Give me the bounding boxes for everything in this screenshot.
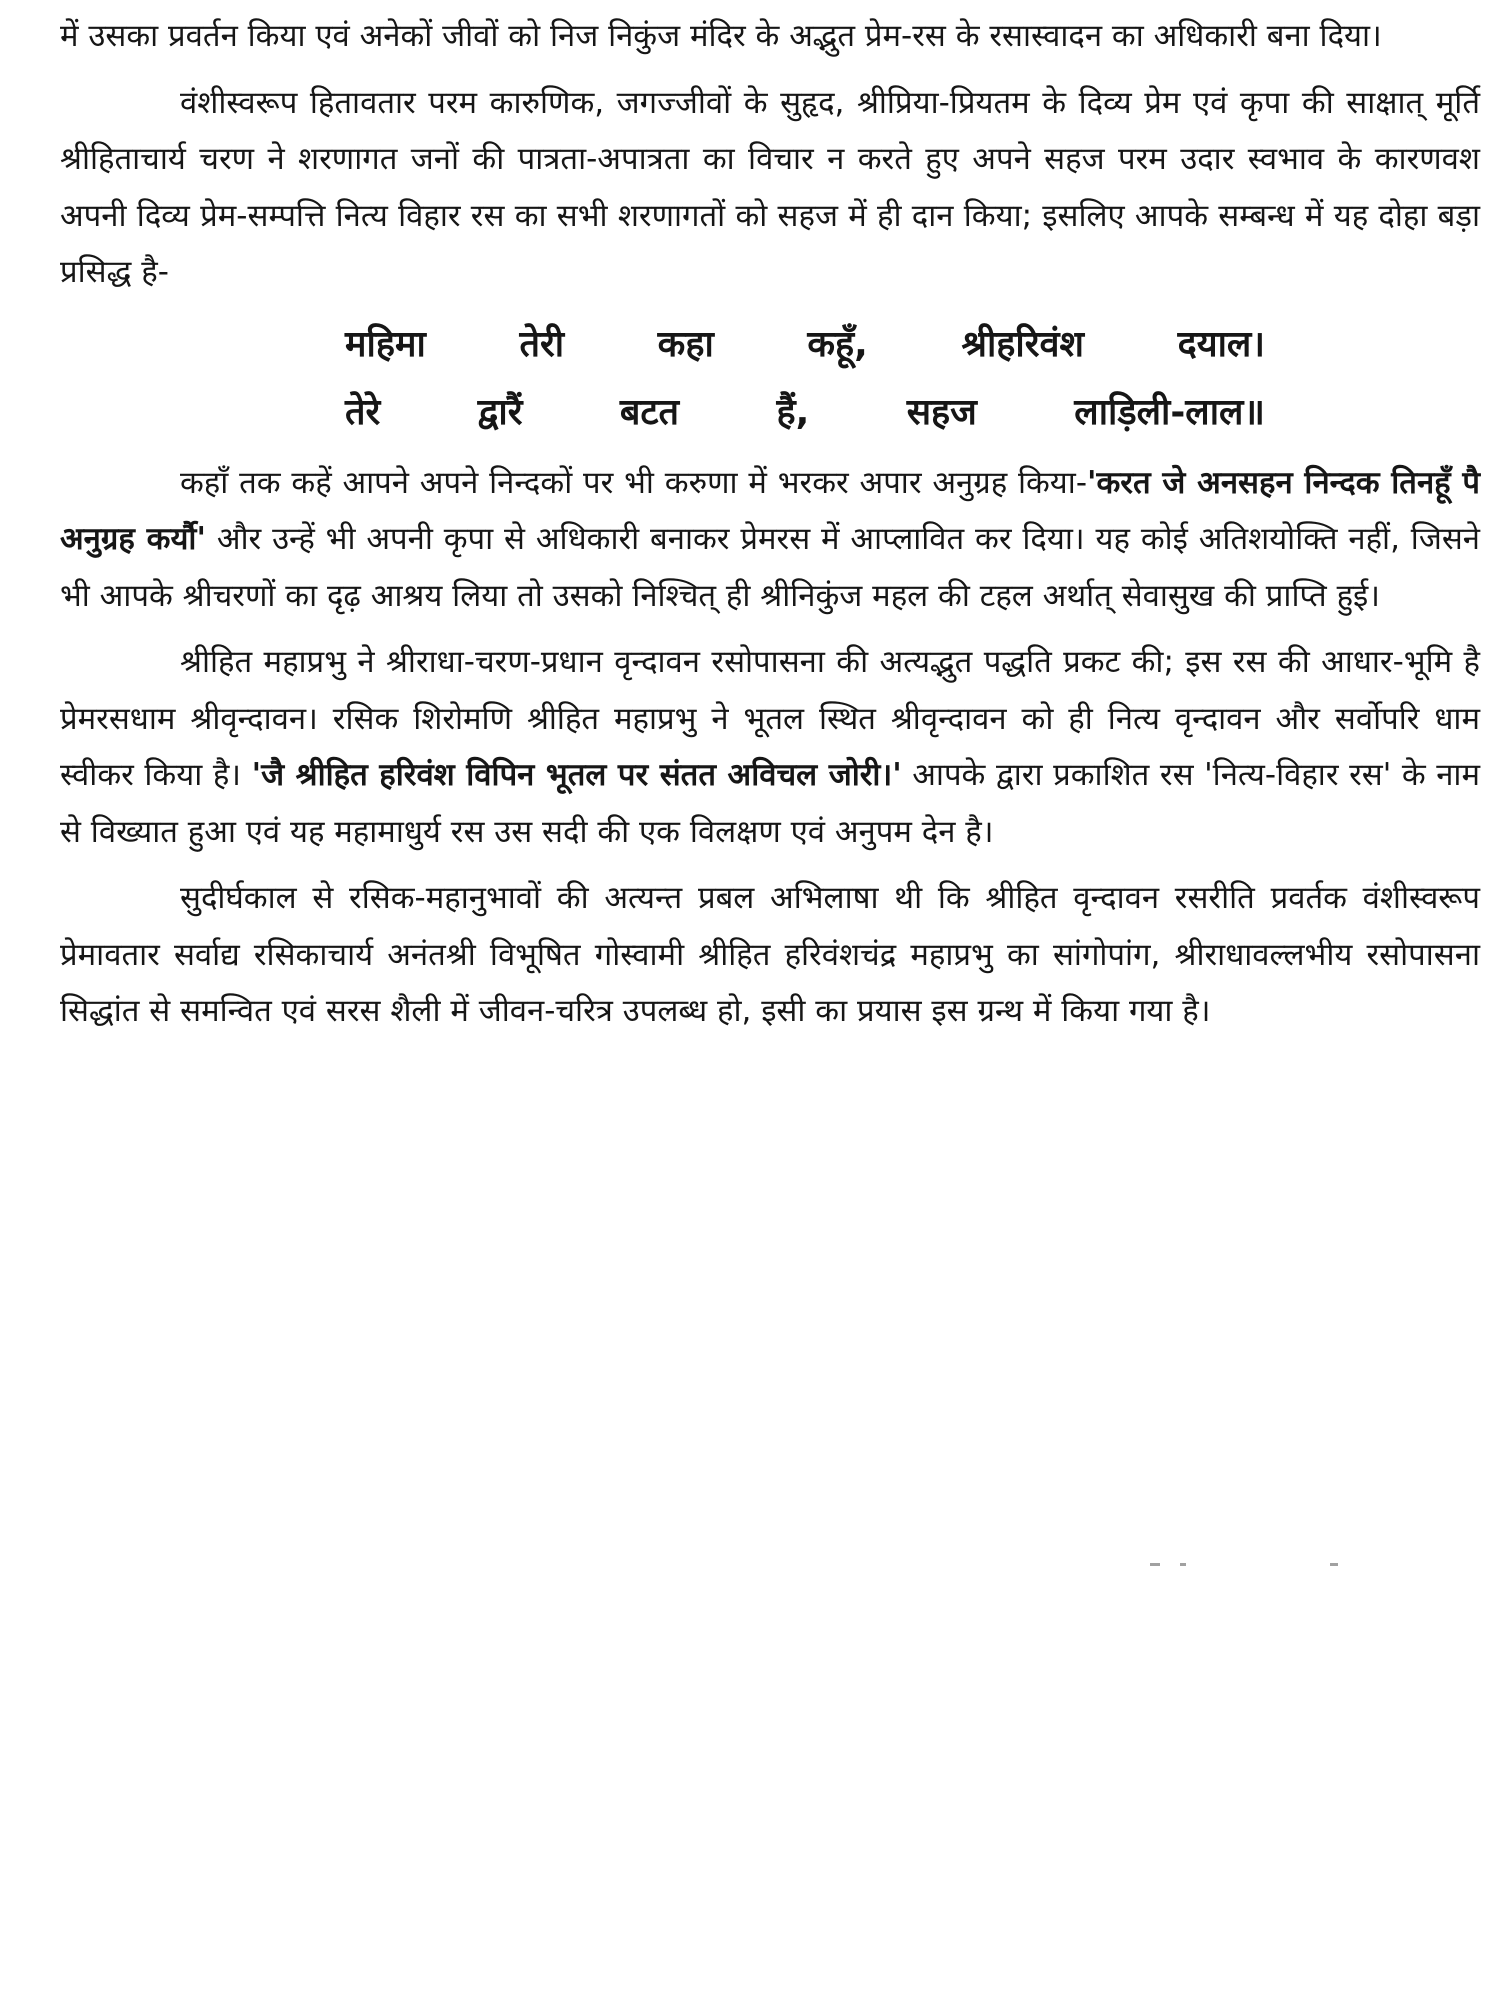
paragraph-continuation (60, 8, 1480, 65)
quoted-term: 'नित्य-विहार रस' (1204, 757, 1392, 793)
paragraph-text: आपके द्वारा प्रकाशित रस (901, 757, 1205, 793)
scan-mark (1330, 1563, 1338, 1566)
paragraph-hitacharya-grace (60, 75, 1480, 301)
paragraph-text: श्रीहित महाप्रभु ने श्रीराधा-चरण-प्रधान वृन्दावन रसोपासना की अत्यद्भुत पद्धति प्रकट की; इस रस की आधार-भूमि है प्रेमरसधाम श्रीवृन्दावन। रसिक शिरोमणि श्रीहित महाप्रभु ने भूतल स्थित श्रीवृन्दावन को ही नित्य वृन्दावन और सर्वोपरि धाम स्वीकर किया है। (60, 644, 1480, 793)
bold-quote: 'करत जे अनसहन निन्दक तिनहूँ पै अनुग्रह कर्यौ' (60, 464, 1480, 557)
doha-verse (60, 311, 1265, 447)
paragraph-text: सुदीर्घकाल से रसिक-महानुभावों की अत्यन्त प्रबल अभिलाषा थी कि श्रीहित वृन्दावन रसरीति प्रवर्तक वंशीस्वरूप प्रेमावतार सर्वाद्य रसिकाचार्य अनंतश्री विभूषित गोस्वामी श्रीहित हरिवंशचंद्र महाप्रभु का सांगोपांग, श्रीराधावल्लभीय रसोपासना सिद्धांत से समन्वित एवं सरस शैली में जीवन-चरित्र उपलब्ध हो, इसी का प्रयास इस ग्रन्थ में किया गया है। (60, 880, 1480, 1029)
verse-line-2: तेरे द्वारैं बटत हैं, सहज लाड़िली-लाल॥ (345, 391, 1265, 433)
paragraph-book-purpose (60, 870, 1480, 1040)
paragraph-text: वंशीस्वरूप हितावतार परम कारुणिक, जगज्जीवों के सुहृद, श्रीप्रिया-प्रियतम के दिव्य प्रेम एवं कृपा की साक्षात् मूर्ति श्रीहिताचार्य चरण ने शरणागत जनों की पात्रता-अपात्रता का विचार न करते हुए अपने सहज परम उदार स्वभाव के कारणवश अपनी दिव्य प्रेम-सम्पत्ति नित्य विहार रस का सभी शरणागतों को सहज में ही दान किया; इसलिए आपके सम्बन्ध में यह दोहा बड़ा प्रसिद्ध है- (60, 84, 1480, 290)
scan-mark (1180, 1563, 1186, 1566)
paragraph-text: कहाँ तक कहें आपने अपने निन्दकों पर भी करुणा में भरकर अपार अनुग्रह किया- (180, 464, 1087, 501)
bold-quote: 'जै श्रीहित हरिवंश विपिन भूतल पर संतत अविचल जोरी।' (251, 757, 902, 793)
paragraph-text: और उन्हें भी अपनी कृपा से अधिकारी बनाकर प्रेमरस में आप्लावित कर दिया। यह कोई अतिशयोक्ति नहीं, जिसने भी आपके श्रीचरणों का दृढ़ आश्रय लिया तो उसको निश्चित् ही श्रीनिकुंज महल की टहल अर्थात् सेवासुख की प्राप्ति हुई। (60, 521, 1480, 614)
paragraph-text: में उसका प्रवर्तन किया एवं अनेकों जीवों को निज निकुंज मंदिर के अद्भुत प्रेम-रस के रसास्वादन का अधिकारी बना दिया। (60, 18, 1382, 54)
scan-mark (1150, 1563, 1160, 1566)
paragraph-critics-grace (60, 455, 1480, 625)
verse-line-1: महिमा तेरी कहा कहूँ, श्रीहरिवंश दयाल। (345, 323, 1265, 365)
paragraph-vrindavan-upasana (60, 634, 1480, 860)
document-page (60, 0, 1480, 1050)
paragraph-text: के नाम से विख्यात हुआ एवं यह महामाधुर्य रस उस सदी की एक विलक्षण एवं अनुपम देन है। (60, 757, 1480, 850)
